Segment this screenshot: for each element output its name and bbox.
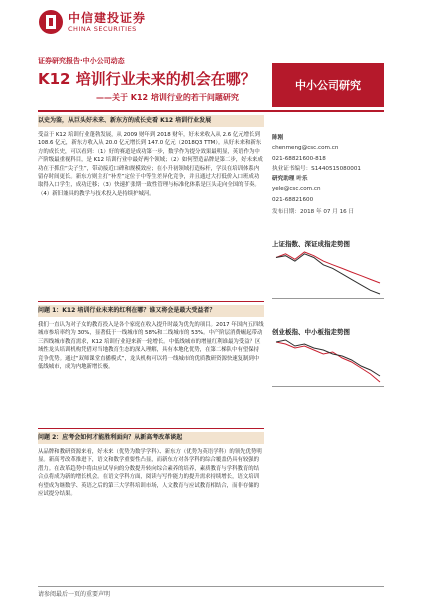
logo-text-en: CHINA SECURITIES	[68, 25, 137, 33]
brand-logo	[38, 7, 148, 37]
chart-2-title: 创业板指、中小板指走势图	[272, 328, 350, 337]
assistant-name: 研究助理 叶乐	[272, 176, 308, 183]
publish-date: 发布日期：2018 年 07 月 16 日	[272, 209, 355, 216]
analyst-cert: 执业证书编号：S1440515080001	[272, 165, 361, 172]
question-1-heading: 问题 1：K12 培训行业未来的红利在哪？谁又将会是最大受益者？	[38, 305, 264, 317]
analyst-name: 陈刚	[272, 135, 284, 141]
assistant-phone: 021-68821600	[272, 196, 314, 203]
assistant-email[interactable]: yele@csc.com.cn	[272, 186, 321, 193]
chart-2-plot	[272, 336, 384, 386]
summary-paragraph: 受益于 K12 培训行业蓬勃发展，从 2009 财年到 2018 财年，好未来收入从 2.6 亿元增长到 108.6 亿元，新东方收入从 20.0 亿元增长到 147.0 亿元（2018Q3 TTM）。从好未来和新东方的成长史，可以看到：（1）好的赛道是成功第一步，数学作为提分效果最明显，英语作为中产阶级最重视科目，是 K12 培训行业中最好两个领域；（2）如何塑造品牌是第二步，好未来成功在于抓住“尖子生”，带动接近口碑和规模效应；在小升初领域打造标杆，学员在培训体系内留存时间更长。新东方则主打“补差”定位于中等生差异化竞争，并且通过大打低价入口班成功取得入口学生，成功迁移；（3）快速扩张期一致性管理与标准化体系是巨头走向全国的节奏。（4）新旧兼具的教学与技术投入是持续护城河。	[38, 132, 263, 197]
question-1-paragraph: 我们一直认为对子女的教育投入是各个家庭在收入提升时最为优先的项目。2017 年国内五四线城市参培率约为 30%，显著低于一线城市的 58%和二线城市的 53%。中产阶层消费崛起带动三四线城市教育需求，K12 培训行业迎来新一轮增长。中低线城市的增量红利谁最为受益？区域性龙头培训机构凭借对当地教育生态的深入理解，具有本地化优势，在第二梯队中有望保持竞争优势。通过“双师课堂直播模式”，龙头机构可以将一线城市的优质教研资源快速复制到中低线城市，成为内地新增长极。	[38, 322, 264, 371]
report-type: 证券研究报告·中小公司动态	[38, 57, 125, 65]
chart-1-series-2-line	[276, 254, 380, 294]
footer-rule	[38, 586, 384, 587]
question-2-heading: 问题 2：应考会如何才能胜利面向？从新高考改革谈起	[38, 432, 264, 444]
footer-note: 请参阅最后一页的重要声明	[38, 591, 111, 598]
sidebar	[272, 133, 384, 387]
analyst-phone: 021-68821600-818	[272, 155, 326, 162]
summary-heading: 以史为鉴，从巨头好未来、新东方的成长史看 K12 培训行业发展	[38, 115, 264, 127]
section-rule	[38, 428, 264, 429]
chart-2	[272, 336, 384, 387]
category-banner: 中小公司研究	[272, 63, 384, 107]
chart-1-title: 上证指数、深证成指走势图	[272, 240, 350, 249]
question-2-paragraph: 从品牌和教研资源来看，好未来（优势为数学学科）、新东方（优势为英语学科）的领先优势明显。新高考改革推进下，语文和数学重要性凸显，而新东方对各学科的综合覆盖仍具有较强的潜力。在改革趋势中将由应试导向的分数提升转向综合素养的培养，素质教育与学科教育的结合点将成为新的增长机会。在语文学科方面，阅读与写作能力的提升需求持续增长，语文培训有望成为继数学、英语之后的第三大学科培训市场，人文教育与应试教育相结合，而非存储的应试提分结果。	[38, 449, 262, 498]
page-subtitle: ——关于 K12 培训行业的若干问题研究	[96, 93, 239, 102]
chart-1-plot	[272, 248, 384, 298]
logo-mark-icon	[38, 9, 64, 35]
section-rule	[38, 301, 264, 302]
header-divider	[38, 110, 384, 112]
logo-text-cn: 中信建投证券	[68, 11, 147, 25]
chart-1-series-1-line	[276, 252, 380, 283]
analyst-email[interactable]: chenmeng@csc.com.cn	[272, 145, 339, 152]
page-title: K12 培训行业未来的机会在哪？	[38, 70, 256, 88]
chart-1	[272, 248, 384, 299]
chart-2-series-1-line	[276, 342, 380, 382]
